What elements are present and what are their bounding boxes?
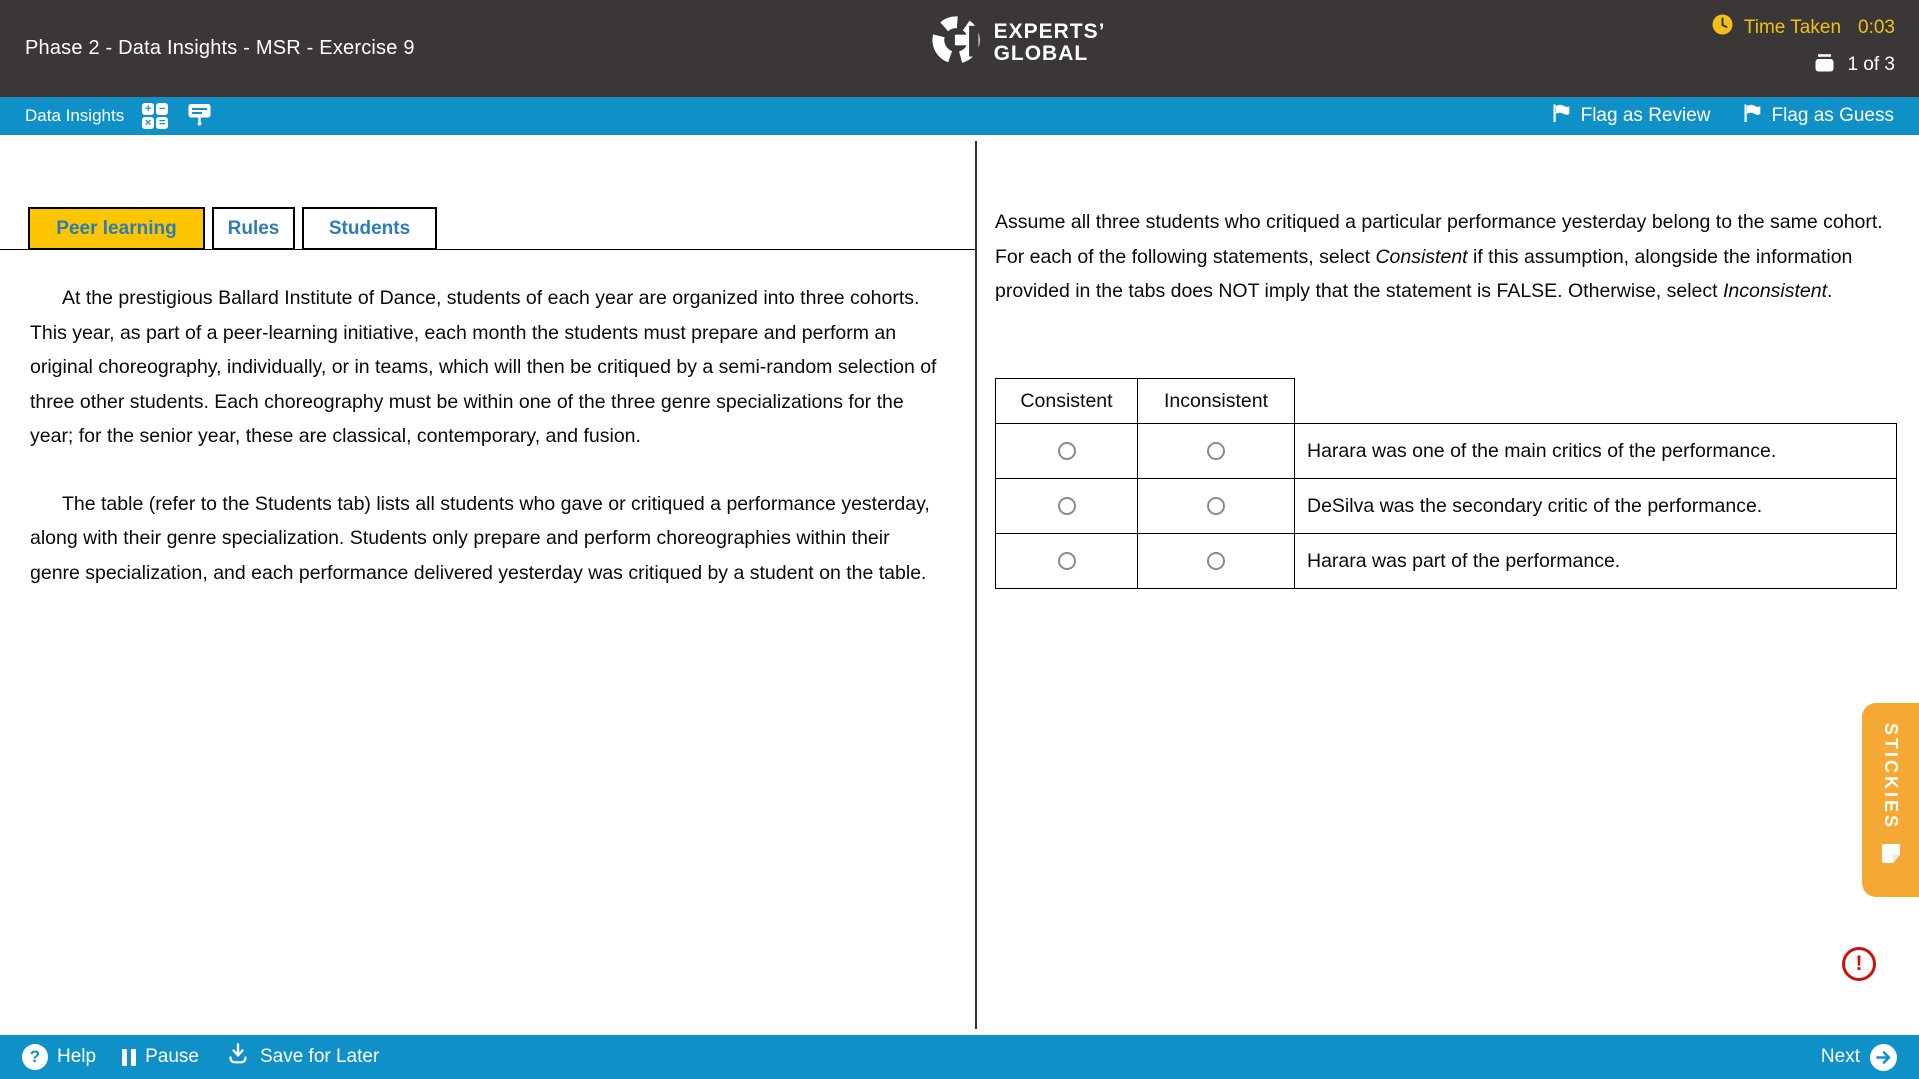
- tab-peer-learning[interactable]: Peer learning: [28, 207, 205, 250]
- question-progress: [1812, 50, 1895, 80]
- answer-table: [995, 378, 1897, 589]
- logo-g-icon: [930, 14, 982, 71]
- question-text-part: if this assumption, alongside the information provided in the tabs does NOT imply that the statement is FALSE. Otherwise, select: [995, 245, 1853, 302]
- panel-divider: [975, 141, 977, 1029]
- time-taken-label: Time Taken: [1743, 16, 1842, 38]
- clock-icon: [1712, 14, 1733, 41]
- passage-paragraph-1: At the prestigious Ballard Institute of Dance, students of each year are organized into three cohorts. This year, as part of a peer-learning initiative, each month the students must prepare and perform an original choreography, individually, or in teams, which will then be critiqued by a semi-random selection of three other students. Each choreography must be within one of the three genre specializations for the year; for the senior year, these are classical, contemporary, and fusion.: [30, 287, 937, 447]
- section-bar: [0, 97, 1919, 135]
- logo-line2: GLOBAL: [993, 41, 1089, 65]
- download-icon: [225, 1041, 251, 1073]
- passage-paragraph-2: The table (refer to the Students tab) lists all students who gave or critiqued a performance yesterday, along with their genre specialization. Students only prepare and perform choreographies within their genre specialization, and each performance delivered yesterday was critiqued by a student on the table.: [30, 492, 930, 584]
- timer: [1712, 14, 1895, 41]
- question-text-part: Assume all three students who critiqued a particular performance yesterday belong to the same cohort. For each of the following statements, select: [995, 211, 1883, 268]
- radio-consistent-row1[interactable]: [1058, 442, 1076, 460]
- radio-consistent-row3[interactable]: [1058, 552, 1076, 570]
- column-header-inconsistent: Inconsistent: [1138, 379, 1295, 424]
- whiteboard-icon[interactable]: [186, 100, 213, 132]
- help-icon: ?: [22, 1044, 48, 1070]
- tab-students[interactable]: Students: [302, 207, 437, 250]
- column-header-empty: [1295, 379, 1897, 424]
- tab-rules[interactable]: Rules: [212, 207, 295, 250]
- section-label: Data Insights: [25, 106, 125, 125]
- top-header: [0, 0, 1919, 97]
- alert-glyph: !: [1855, 952, 1863, 975]
- bottom-toolbar: [0, 1035, 1919, 1079]
- flag-icon: [1550, 102, 1572, 130]
- sticky-note-icon: [1879, 842, 1903, 871]
- calc-multiply: ×: [142, 117, 154, 129]
- help-label: Help: [57, 1046, 97, 1067]
- source-tabs: [28, 207, 437, 250]
- help-button[interactable]: [22, 1044, 96, 1070]
- stack-icon: [1812, 50, 1837, 80]
- stickies-tab[interactable]: [1862, 703, 1919, 897]
- calc-equals: =: [156, 117, 168, 129]
- save-for-later-label: Save for Later: [259, 1046, 380, 1067]
- statement-text-2: DeSilva was the secondary critic of the performance.: [1295, 479, 1897, 534]
- question-italic-consistent: Consistent: [1375, 245, 1468, 268]
- question-italic-inconsistent: Inconsistent: [1722, 280, 1828, 302]
- flag-as-review-button[interactable]: [1550, 102, 1711, 130]
- statement-row: [996, 534, 1897, 589]
- page-title: Phase 2 - Data Insights - MSR - Exercise 9: [25, 37, 415, 59]
- statement-text-1: Harara was one of the main critics of the performance.: [1295, 424, 1897, 479]
- radio-inconsistent-row3[interactable]: [1207, 552, 1225, 570]
- calc-plus: +: [142, 103, 154, 115]
- statement-row: [996, 424, 1897, 479]
- stickies-label: STICKIES: [1881, 723, 1901, 831]
- passage-text: [30, 281, 942, 623]
- pause-button[interactable]: [122, 1046, 199, 1068]
- flag-icon: [1741, 102, 1763, 130]
- column-header-consistent: Consistent: [996, 379, 1138, 424]
- flag-as-guess-button[interactable]: [1741, 102, 1895, 130]
- alert-icon[interactable]: [1842, 947, 1876, 981]
- time-taken-value: 0:03: [1858, 16, 1895, 38]
- pause-label: Pause: [145, 1046, 199, 1067]
- arrow-right-icon: [1870, 1044, 1897, 1071]
- main-content: [0, 135, 1919, 1035]
- radio-inconsistent-row1[interactable]: [1207, 442, 1225, 460]
- flag-as-review-label: Flag as Review: [1580, 105, 1711, 126]
- statement-text-3: Harara was part of the performance.: [1295, 534, 1897, 589]
- experts-global-logo: [930, 14, 1106, 71]
- progress-text: 1 of 3: [1847, 54, 1895, 75]
- radio-consistent-row2[interactable]: [1058, 497, 1076, 515]
- question-text-part: .: [1827, 280, 1833, 302]
- logo-line1: EXPERTS’: [993, 20, 1106, 44]
- next-label: Next: [1820, 1046, 1860, 1067]
- question-prompt: [995, 205, 1897, 309]
- next-button[interactable]: [1821, 1044, 1897, 1071]
- answer-table-header-row: [996, 379, 1897, 424]
- radio-inconsistent-row2[interactable]: [1207, 497, 1225, 515]
- flag-as-guess-label: Flag as Guess: [1771, 105, 1894, 126]
- pause-icon: [122, 1049, 136, 1066]
- save-for-later-button[interactable]: [225, 1041, 379, 1073]
- statement-row: [996, 479, 1897, 534]
- calc-minus: −: [156, 103, 168, 115]
- calculator-icon[interactable]: [142, 103, 168, 129]
